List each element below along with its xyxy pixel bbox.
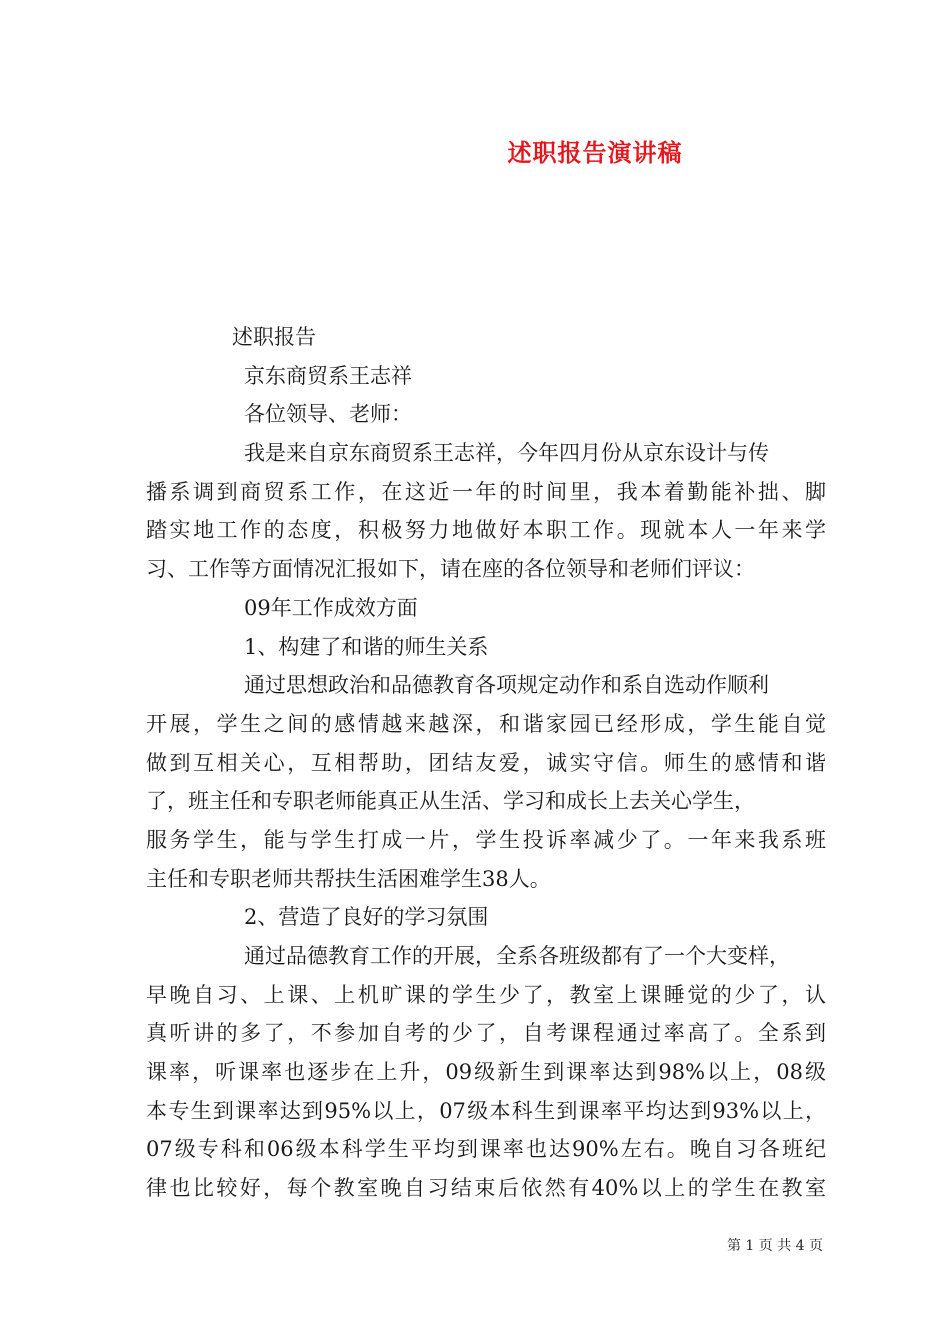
report-heading: 述职报告 — [232, 325, 316, 349]
paragraph-line: 通过品德教育工作的开展，全系各班级都有了一个大变样， — [244, 944, 790, 968]
paragraph-line: 本专生到课率达到95%以上，07级本科生到课率平均达到93%以上， — [146, 1098, 826, 1123]
salutation: 各位领导、老师： — [244, 402, 412, 427]
paragraph-line: 做到互相关心，互相帮助，团结友爱，诚实守信。师生的感情和谐 — [146, 750, 826, 775]
author-line: 京东商贸系王志祥 — [244, 363, 412, 388]
paragraph-line: 早晚自习、上课、上机旷课的学生少了，教室上课睡觉的少了，认 — [146, 982, 826, 1007]
paragraph-line: 我是来自京东商贸系王志祥，今年四月份从京东设计与传 — [244, 441, 769, 466]
paragraph-line: 课率，听课率也逐步在上升，09级新生到课率达到98%以上，08级 — [146, 1060, 826, 1085]
paragraph-line: 律也比较好，每个教室晚自习结束后依然有40%以上的学生在教室 — [146, 1176, 826, 1201]
document-body — [146, 318, 826, 1208]
document-title: 述职报告演讲稿 — [507, 138, 683, 167]
item-heading: 1、构建了和谐的师生关系 — [244, 634, 489, 659]
paragraph-line: 了，班主任和专职老师能真正从生活、学习和成长上去关心学生， — [146, 789, 755, 814]
paragraph-line: 主任和专职老师共帮扶生活困难学生38人。 — [146, 866, 551, 891]
paragraph-line: 真听讲的多了，不参加自考的少了，自考课程通过率高了。全系到 — [146, 1021, 826, 1046]
paragraph-line: 通过思想政治和品德教育各项规定动作和系自选动作顺利 — [244, 673, 769, 698]
paragraph-line: 习、工作等方面情况汇报如下，请在座的各位领导和老师们评议： — [146, 557, 755, 582]
paragraph-line: 07级专科和06级本科学生平均到课率也达90%左右。晚自习各班纪 — [146, 1137, 826, 1162]
item-heading: 2、营造了良好的学习氛围 — [244, 905, 489, 930]
paragraph-line: 开展，学生之间的感情越来越深，和谐家园已经形成，学生能自觉 — [146, 711, 826, 736]
page-number: 第 1 页 共 4 页 — [726, 1238, 824, 1254]
paragraph-line: 踏实地工作的态度，积极努力地做好本职工作。现就本人一年来学 — [146, 518, 826, 543]
paragraph-line: 播系调到商贸系工作，在这近一年的时间里，我本着勤能补拙、脚 — [146, 479, 826, 504]
section-heading: 09年工作成效方面 — [244, 595, 418, 620]
paragraph-line: 服务学生，能与学生打成一片，学生投诉率减少了。一年来我系班 — [146, 827, 826, 852]
